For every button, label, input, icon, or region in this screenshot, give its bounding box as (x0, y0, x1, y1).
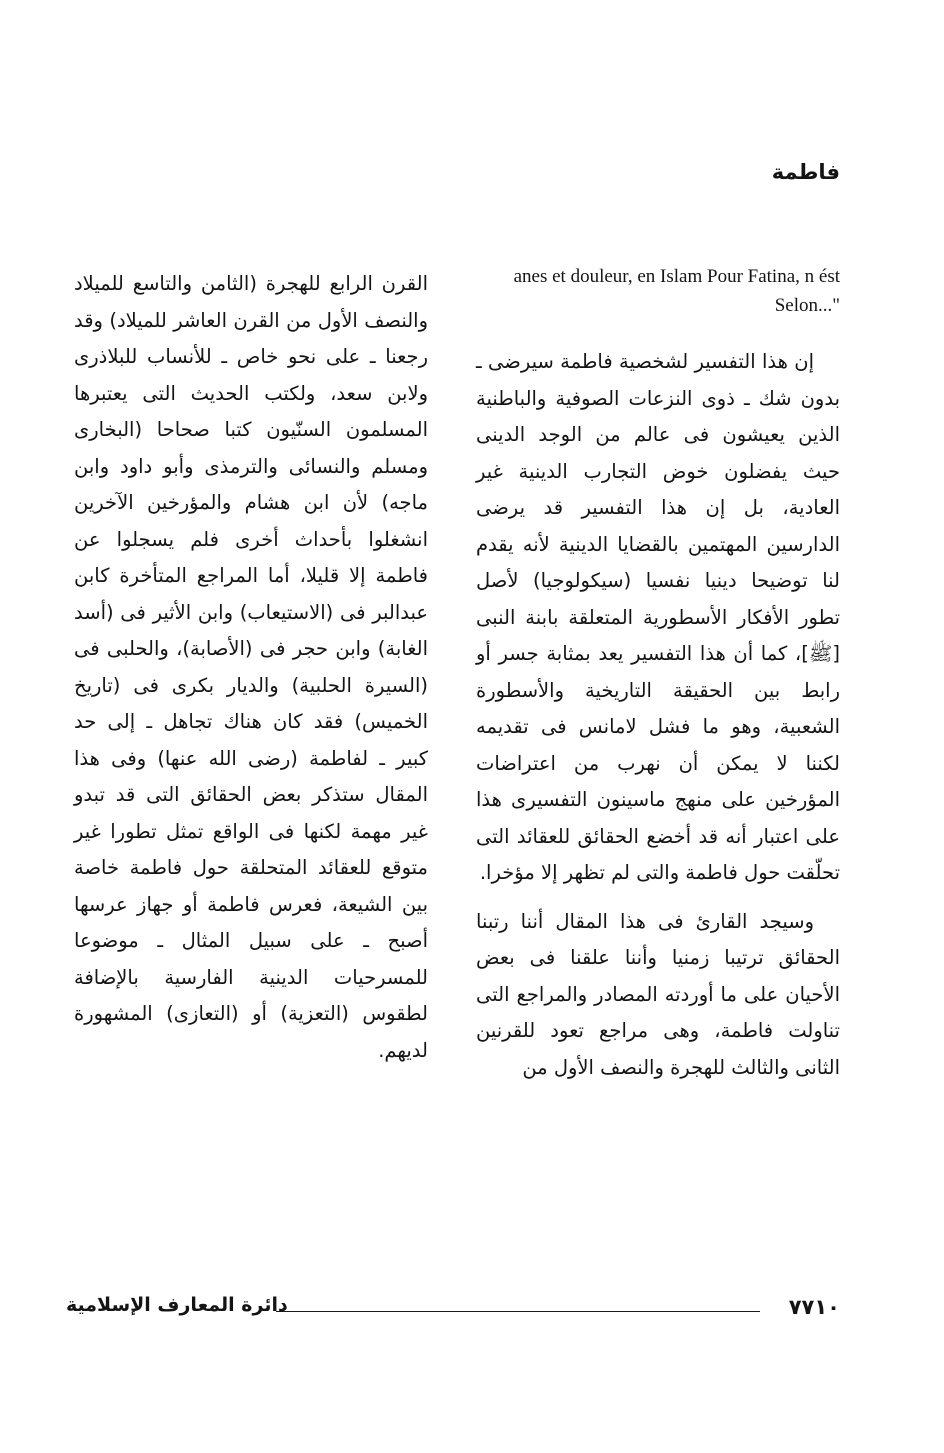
left-column (74, 266, 428, 1069)
body-paragraph: القرن الرابع للهجرة (الثامن والتاسع للميلاد والنصف الأول من القرن العاشر للميلاد) وقد رجعنا ـ على نحو خاص ـ للأنساب للبلاذرى ولابن سعد، ولكتب الحديث التى يعتبرها المسلمون السنّيون كتبا صحاحا (البخارى ومسلم والنسائى والترمذى وأبو داود وابن ماجه) لأن ابن هشام والمؤرخين الآخرين انشغلوا بأحداث أخرى فلم يسجلوا عن فاطمة إلا قليلا، أما المراجع المتأخرة كابن عبدالبر فى (الاستيعاب) وابن الأثير فى (أسد الغابة) وابن حجر فى (الأصابة)، والحلبى فى (السيرة الحلبية) والديار بكرى فى (تاريخ الخميس) فقد كان هناك تجاهل ـ إلى حد كبير ـ لفاطمة (رضى الله عنها) وفى هذا المقال ستذكر بعض الحقائق التى قد تبدو غير مهمة لكنها فى الواقع تمثل تطورا غير متوقع للعقائد المتحلقة حول فاطمة خاصة بين الشيعة، فعرس فاطمة أو جهاز عرسها أصبح ـ على سبيل المثال ـ موضوعا للمسرحيات الدينية الفارسية بالإضافة لطقوس (التعزية) أو (التعازى) المشهورة لديهم. (74, 272, 428, 1062)
body-paragraph: وسيجد القارئ فى هذا المقال أننا رتبنا الحقائق ترتيبا زمنيا وأننا علقنا فى بعض الأحيان على ما أوردته المصادر والمراجع التى تناولت فاطمة، وهى مراجع تعود للقرنين الثانى والثالث للهجرة والنصف الأول من (476, 909, 840, 1079)
body-paragraph: إن هذا التفسير لشخصية فاطمة سيرضى ـ بدون شك ـ ذوى النزعات الصوفية والباطنية الذين يعيشون فى عالم من الوجد الدينى حيث يفضلون خوض التجارب الدينية غير العادية، بل إن هذا التفسير قد يرضى الدارسين المهتمين بالقضايا الدينية لأنه يقدم لنا توضيحا دينيا نفسيا (سيكولوجيا) لأصل تطور الأفكار الأسطورية المتعلقة بابنة النبى [ﷺ]، كما أن هذا التفسير يعد بمثابة جسر أو رابط بين الحقيقة التاريخية والأسطورة الشعبية، وهو ما فشل لامانس فى تقديمه لكننا لا يمكن أن نهرب من اعتراضات المؤرخين على منهج ماسينون التفسيرى هذا على اعتبار أنه قد أخضع الحقائق للعقائد التى تحلّقت حول فاطمة والتى لم تظهر إلا مؤخرا. (476, 350, 840, 884)
page-number: ٧٧١٠ (788, 1295, 840, 1319)
right-column (476, 262, 840, 1086)
footer-rule (276, 1311, 760, 1312)
running-title: فاطمة (771, 160, 840, 184)
latin-quote: anes et douleur, en Islam Pour Fatina, n ést Selon..." (513, 266, 840, 316)
publication-title: دائرة المعارف الإسلامية (66, 1294, 288, 1316)
